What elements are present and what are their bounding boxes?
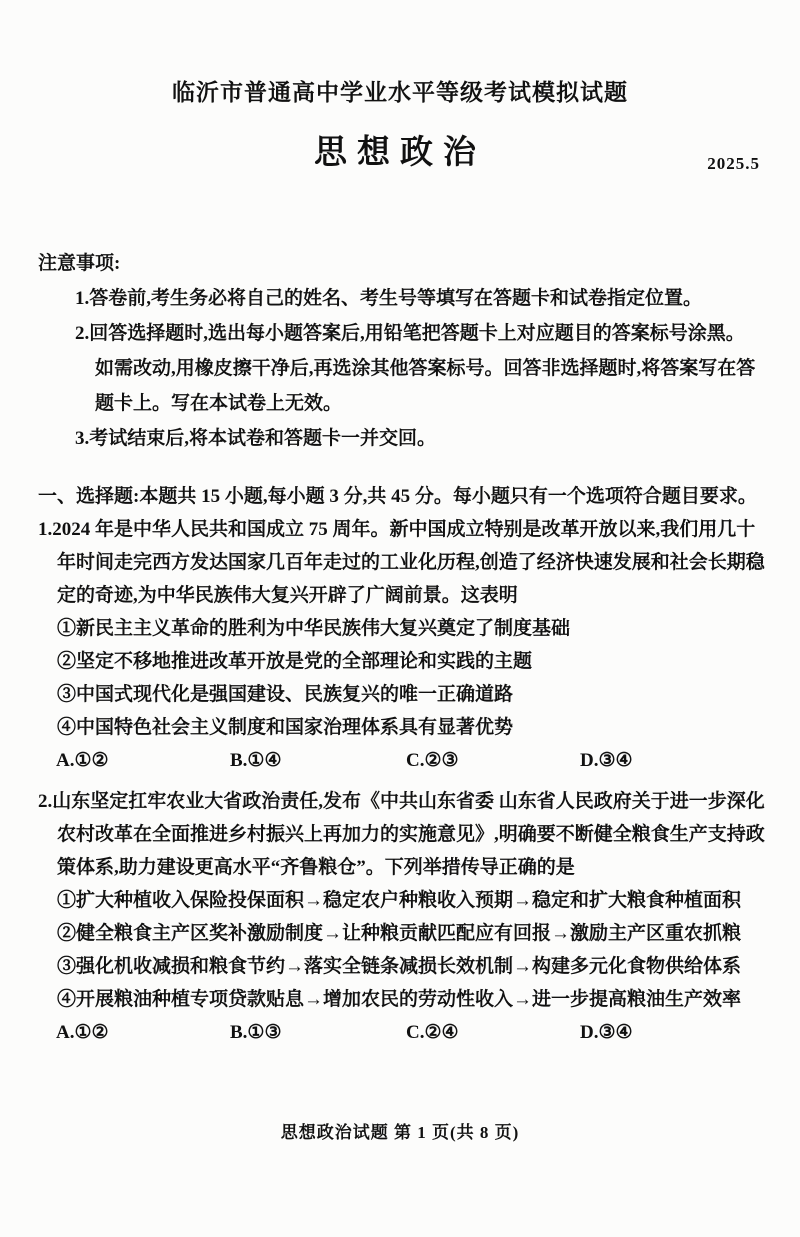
question-2-choice-b: B.①③	[230, 1022, 282, 1043]
section-heading: 一、选择题:本题共 15 小题,每小题 3 分,共 45 分。每小题只有一个选项符合题目要求。	[38, 486, 757, 507]
notice-item-2-cont-2: 题卡上。写在本试卷上无效。	[95, 393, 343, 414]
question-2-statement-3: ③强化机收减损和粮食节约→落实全链条减损长效机制→构建多元化食物供给体系	[57, 956, 742, 977]
question-2-stem-line-2: 农村改革在全面推进乡村振兴上再加力的实施意见》,明确要不断健全粮食生产支持政	[57, 824, 765, 845]
question-2-stem-line-3: 策体系,助力建设更高水平“齐鲁粮仓”。下列举措传导正确的是	[57, 857, 575, 878]
notice-item-3: 3.考试结束后,将本试卷和答题卡一并交回。	[75, 428, 437, 449]
question-2-statement-4: ④开展粮油种植专项贷款贴息→增加农民的劳动性收入→进一步提高粮油生产效率	[57, 989, 742, 1010]
question-2-choices	[38, 1016, 762, 1049]
notice-item-1: 1.答卷前,考生务必将自己的姓名、考生号等填写在答题卡和试卷指定位置。	[75, 288, 703, 309]
question-1-statement-2: ②坚定不移地推进改革开放是党的全部理论和实践的主题	[57, 651, 533, 672]
question-1-choice-d: D.③④	[580, 750, 633, 771]
question-2-statement-1: ①扩大种植收入保险投保面积→稳定农户种粮收入预期→稳定和扩大粮食种植面积	[57, 890, 742, 911]
question-1-choices	[38, 744, 762, 777]
subject-title: 思想政治	[314, 135, 486, 171]
page-footer: 思想政治试题 第 1 页(共 8 页)	[280, 1123, 520, 1142]
subject-row	[38, 130, 762, 176]
exam-date: 2025.5	[707, 154, 760, 173]
question-1-statement-3: ③中国式现代化是强国建设、民族复兴的唯一正确道路	[57, 684, 514, 705]
exam-title: 临沂市普通高中学业水平等级考试模拟试题	[172, 80, 628, 105]
question-1-stem-line-1: 1.2024 年是中华人民共和国成立 75 周年。新中国成立特别是改革开放以来,我们用几十	[38, 519, 756, 540]
question-1-statement-4: ④中国特色社会主义制度和国家治理体系具有显著优势	[57, 717, 514, 738]
notice-item-2: 2.回答选择题时,选出每小题答案后,用铅笔把答题卡上对应题目的答案标号涂黑。	[75, 323, 745, 344]
question-2-statement-2: ②健全粮食主产区奖补激励制度→让种粮贡献匹配应有回报→激励主产区重农抓粮	[57, 923, 742, 944]
question-1-choice-a: A.①②	[56, 750, 109, 771]
question-2-choice-a: A.①②	[56, 1022, 109, 1043]
question-1-statement-1: ①新民主主义革命的胜利为中华民族伟大复兴奠定了制度基础	[57, 618, 571, 639]
question-2-choice-d: D.③④	[580, 1022, 633, 1043]
notice-item-2-cont-1: 如需改动,用橡皮擦干净后,再选涂其他答案标号。回答非选择题时,将答案写在答	[95, 358, 756, 379]
notice-heading: 注意事项:	[38, 253, 121, 274]
question-1-stem-line-3: 定的奇迹,为中华民族伟大复兴开辟了广阔前景。这表明	[57, 585, 518, 606]
question-1-choice-c: C.②③	[406, 750, 459, 771]
question-2-stem-line-1: 2.山东坚定扛牢农业大省政治责任,发布《中共山东省委 山东省人民政府关于进一步深化	[38, 791, 765, 812]
question-1-choice-b: B.①④	[230, 750, 282, 771]
question-1-stem-line-2: 年时间走完西方发达国家几百年走过的工业化历程,创造了经济快速发展和社会长期稳	[57, 552, 765, 573]
question-2-choice-c: C.②④	[406, 1022, 459, 1043]
